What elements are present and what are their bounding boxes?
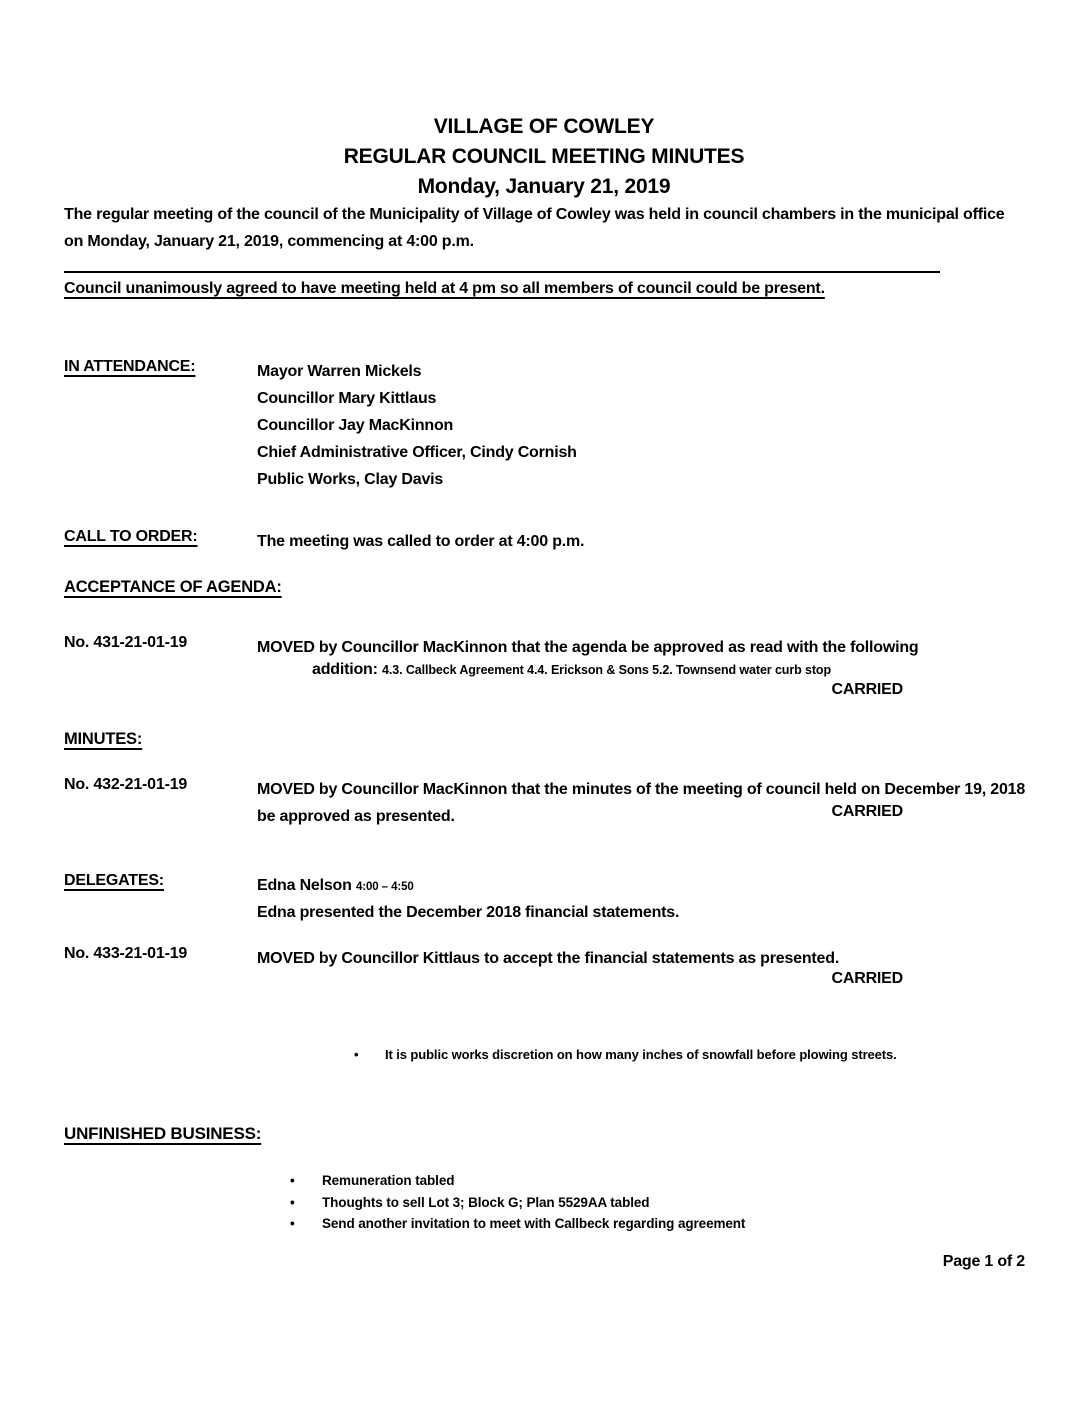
attendee-name: Mayor Warren Mickels — [257, 363, 422, 380]
call-to-order-text: The meeting was called to order at 4:00 p.m. — [257, 533, 585, 550]
intro-paragraph: The regular meeting of the council of the Municipality of Village of Cowley was held in council chambers in the municipal office on Monday, January 21, 2019, commencing at 4:00 p.m. — [64, 206, 1005, 250]
call-to-order-label: CALL TO ORDER: — [64, 528, 198, 545]
delegates-label: DELEGATES: — [64, 872, 164, 889]
unfinished-business-heading: UNFINISHED BUSINESS: — [64, 1124, 262, 1143]
attendance-list — [257, 358, 577, 493]
unfinished-item-text: Thoughts to sell Lot 3; Block G; Plan 5529AA tabled — [322, 1194, 650, 1210]
motion-433-result: CARRIED — [831, 970, 903, 987]
addition-items: 4.3. Callbeck Agreement 4.4. Erickson & Sons 5.2. Townsend water curb stop — [382, 663, 831, 677]
motion-431-addition — [312, 661, 831, 679]
addition-label: addition: — [312, 661, 378, 678]
delegate-description: Edna presented the December 2018 financial statements. — [257, 904, 680, 921]
public-works-note-row — [354, 1047, 897, 1062]
unfinished-item-text: Send another invitation to meet with Callbeck regarding agreement — [322, 1216, 746, 1231]
motion-433-number: No. 433-21-01-19 — [64, 945, 188, 962]
attendee-name: Councillor Mary Kittlaus — [257, 390, 437, 407]
page-number: Page 1 of 2 — [942, 1253, 1025, 1270]
attendee-name: Councillor Jay MacKinnon — [257, 417, 454, 434]
unfinished-item — [290, 1170, 745, 1192]
attendee-name: Chief Administrative Officer, Cindy Cornish — [257, 444, 577, 461]
bullet-icon: • — [354, 1047, 359, 1062]
public-works-note: It is public works discretion on how many inches of snowfall before plowing streets. — [385, 1047, 897, 1062]
unfinished-item-text: Remuneration tabled — [322, 1173, 455, 1188]
delegate-time: 4:00 – 4:50 — [355, 881, 414, 893]
minutes-heading: MINUTES: — [64, 730, 143, 748]
motion-432-text: MOVED by Councillor MacKinnon that the minutes of the meeting of council held on December 19, 2018 be approved as presented. — [257, 781, 1026, 825]
bullet-icon: • — [290, 1173, 295, 1188]
divider-rule — [64, 271, 940, 273]
title-block — [0, 112, 1088, 202]
acceptance-of-agenda-heading: ACCEPTANCE OF AGENDA: — [64, 578, 282, 596]
delegate-name: Edna Nelson — [257, 877, 352, 894]
delegate-line — [257, 872, 414, 901]
unfinished-business-list — [290, 1170, 745, 1235]
doc-title: VILLAGE OF COWLEY — [433, 115, 655, 138]
motion-431-result: CARRIED — [831, 681, 903, 698]
motion-431-number: No. 431-21-01-19 — [64, 634, 188, 651]
attendee-name: Public Works, Clay Davis — [257, 471, 444, 488]
bullet-icon: • — [290, 1216, 295, 1231]
notice-statement: Council unanimously agreed to have meeting held at 4 pm so all members of council could be present. — [64, 280, 825, 297]
motion-433-text: MOVED by Councillor Kittlaus to accept the financial statements as presented. — [257, 950, 840, 967]
motion-431-text: MOVED by Councillor MacKinnon that the agenda be approved as read with the following — [257, 639, 919, 656]
motion-432-result: CARRIED — [831, 803, 903, 820]
unfinished-item — [290, 1213, 745, 1235]
unfinished-item — [290, 1192, 745, 1214]
doc-subtitle: REGULAR COUNCIL MEETING MINUTES — [343, 145, 745, 168]
motion-432-number: No. 432-21-01-19 — [64, 776, 188, 793]
bullet-icon: • — [290, 1194, 295, 1210]
in-attendance-label: IN ATTENDANCE: — [64, 358, 196, 375]
doc-date: Monday, January 21, 2019 — [417, 175, 671, 198]
